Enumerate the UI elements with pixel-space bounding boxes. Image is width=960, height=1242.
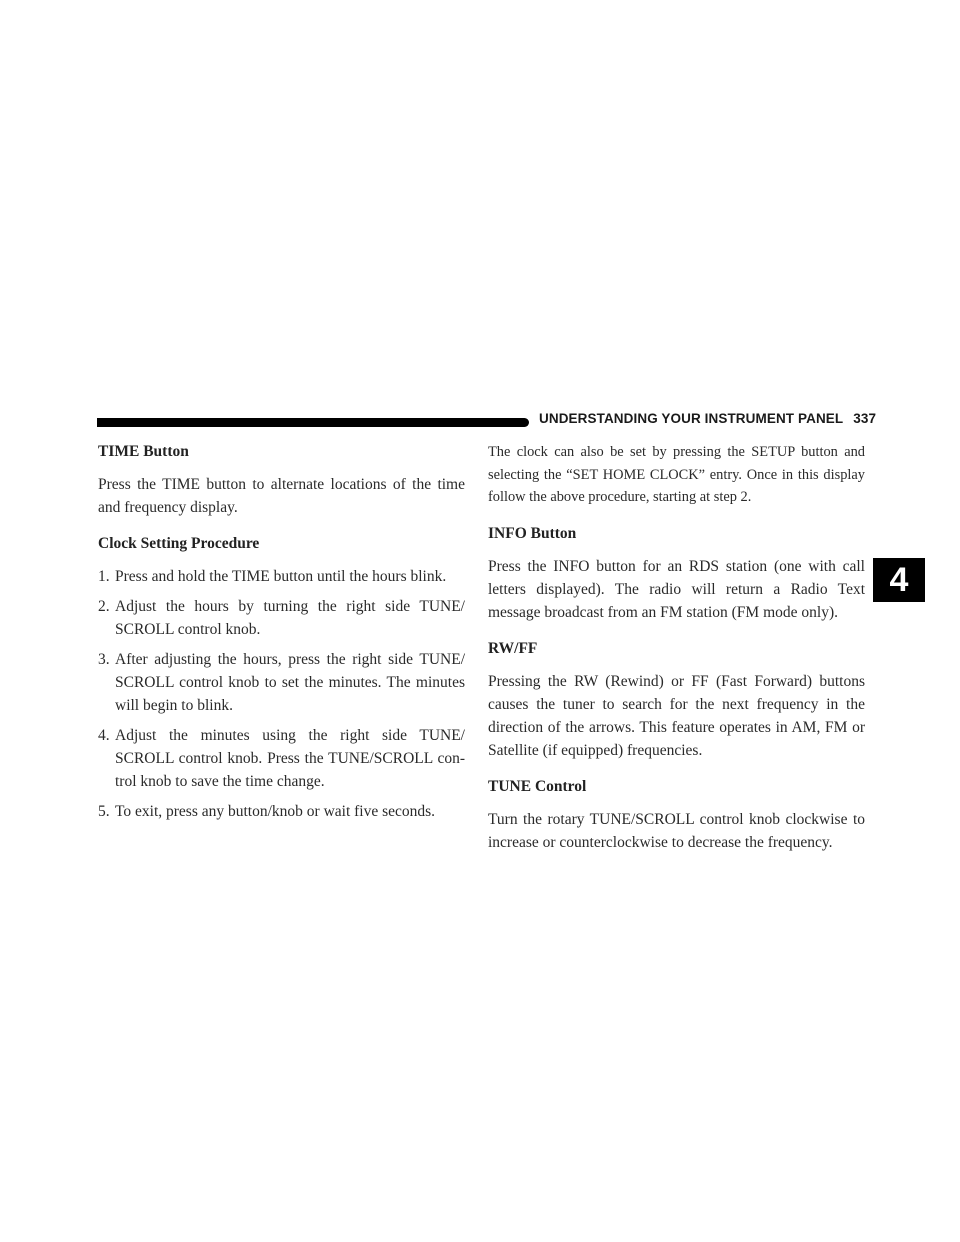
step-item: [98, 565, 465, 588]
header-rule: [97, 418, 529, 427]
step-text: Adjust the hours by turning the right side TUNE/ SCROLL control knob.: [115, 598, 465, 638]
left-column: [98, 441, 465, 830]
time-button-paragraph: Press the TIME button to alternate locations of the time and frequency display.: [98, 476, 465, 516]
step-number: 5.: [98, 803, 110, 820]
step-number: 1.: [98, 568, 110, 585]
setup-clock-paragraph: The clock can also be set by pressing the SETUP button and selecting the “SET HOME CLOCK” entry. Once in this display follow the above procedure, starting at step 2.: [488, 444, 865, 505]
chapter-tab: 4: [873, 558, 925, 602]
running-header: [539, 411, 876, 426]
step-text: To exit, press any button/knob or wait five seconds.: [115, 803, 436, 820]
rwff-heading: RW/FF: [488, 639, 538, 657]
step-number: 2.: [98, 598, 110, 615]
step-item: [98, 724, 465, 793]
step-item: [98, 648, 465, 717]
info-button-heading: INFO Button: [488, 524, 577, 542]
tune-control-paragraph: Turn the rotary TUNE/SCROLL control knob clockwise to increase or counterclockwise to decrease the frequency.: [488, 810, 865, 851]
step-number: 3.: [98, 651, 110, 668]
step-number: 4.: [98, 727, 110, 744]
step-text: Press and hold the TIME button until the hours blink.: [115, 568, 447, 585]
right-column: [488, 441, 865, 863]
page-number: 337: [853, 411, 877, 426]
time-button-heading: TIME Button: [98, 443, 189, 460]
info-button-paragraph: Press the INFO button for an RDS station (one with call letters displayed). The radio will return a Radio Text message broadcast from an FM station (FM mode only).: [488, 557, 865, 621]
step-item: [98, 595, 465, 641]
section-title: UNDERSTANDING YOUR INSTRUMENT PANEL: [539, 411, 844, 426]
step-text: After adjusting the hours, press the right side TUNE/ SCROLL control knob to set the minutes. The minutes will begin to blink.: [115, 651, 465, 714]
step-item: [98, 800, 465, 823]
tune-control-heading: TUNE Control: [488, 777, 587, 795]
rwff-paragraph: Pressing the RW (Rewind) or FF (Fast Forward) buttons causes the tuner to search for the next frequency in the direction of the arrows. This feature operates in AM, FM or Satellite (if equipped) frequencies.: [488, 672, 865, 759]
step-text: Adjust the minutes using the right side TUNE/ SCROLL control knob. Press the TUNE/SCROLL con- trol knob to save the time change.: [115, 727, 465, 790]
clock-setting-heading: Clock Setting Procedure: [98, 535, 260, 552]
